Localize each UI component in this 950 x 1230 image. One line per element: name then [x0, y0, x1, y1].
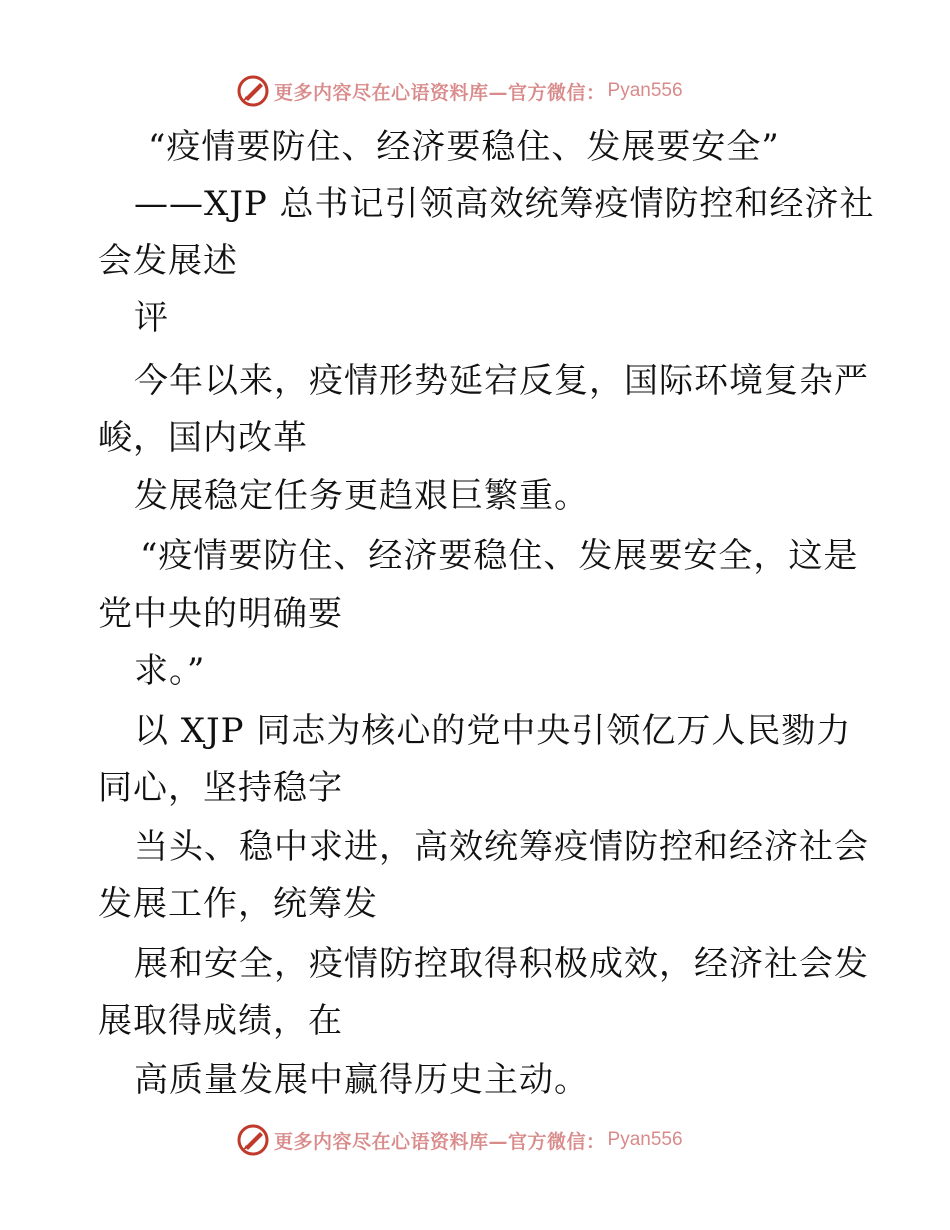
paragraph-line: 展和安全，疫情防控取得积极成效，经济社会发 [134, 944, 869, 984]
watermark-text: 更多内容尽在心语资料库—官方微信： [274, 81, 606, 104]
paragraph-line: 以 XJP 同志为核心的党中央引领亿万人民勠力 [134, 711, 852, 751]
paragraph-line: 发展工作，统筹发 [98, 884, 378, 924]
footer-watermark [236, 1123, 683, 1157]
pen-logo-icon [236, 1123, 270, 1157]
title-line-2: ——XJP 总书记引领高效统筹疫情防控和经济社 [134, 184, 875, 224]
watermark-brand: Pyan556 [607, 1129, 683, 1150]
header-watermark [236, 74, 683, 108]
paragraph-line: 峻，国内改革 [98, 418, 308, 458]
paragraph-line: 同心，坚持稳字 [98, 768, 343, 808]
title-line-3: 会发展述 [98, 241, 238, 281]
paragraph-line: 党中央的明确要 [98, 594, 343, 634]
paragraph-line: 展取得成绩，在 [98, 1001, 343, 1041]
paragraph-line: 发展稳定任务更趋艰巨繁重。 [134, 476, 589, 516]
paragraph-line: 高质量发展中赢得历史主动。 [134, 1060, 589, 1100]
paragraph-line: 今年以来，疫情形势延宕反复，国际环境复杂严 [134, 361, 869, 401]
paragraph-line: 当头、稳中求进，高效统筹疫情防控和经济社会 [134, 827, 869, 867]
paragraph-line: 求。” [134, 651, 206, 691]
pen-logo-icon [236, 74, 270, 108]
watermark-text: 更多内容尽在心语资料库—官方微信： [274, 1130, 606, 1153]
watermark-brand: Pyan556 [607, 80, 683, 101]
title-line-1: “疫情要防住、经济要稳住、发展要安全” [148, 127, 780, 167]
paragraph-line: “疫情要防住、经济要稳住、发展要安全，这是 [140, 536, 859, 576]
title-line-4: 评 [134, 298, 169, 338]
